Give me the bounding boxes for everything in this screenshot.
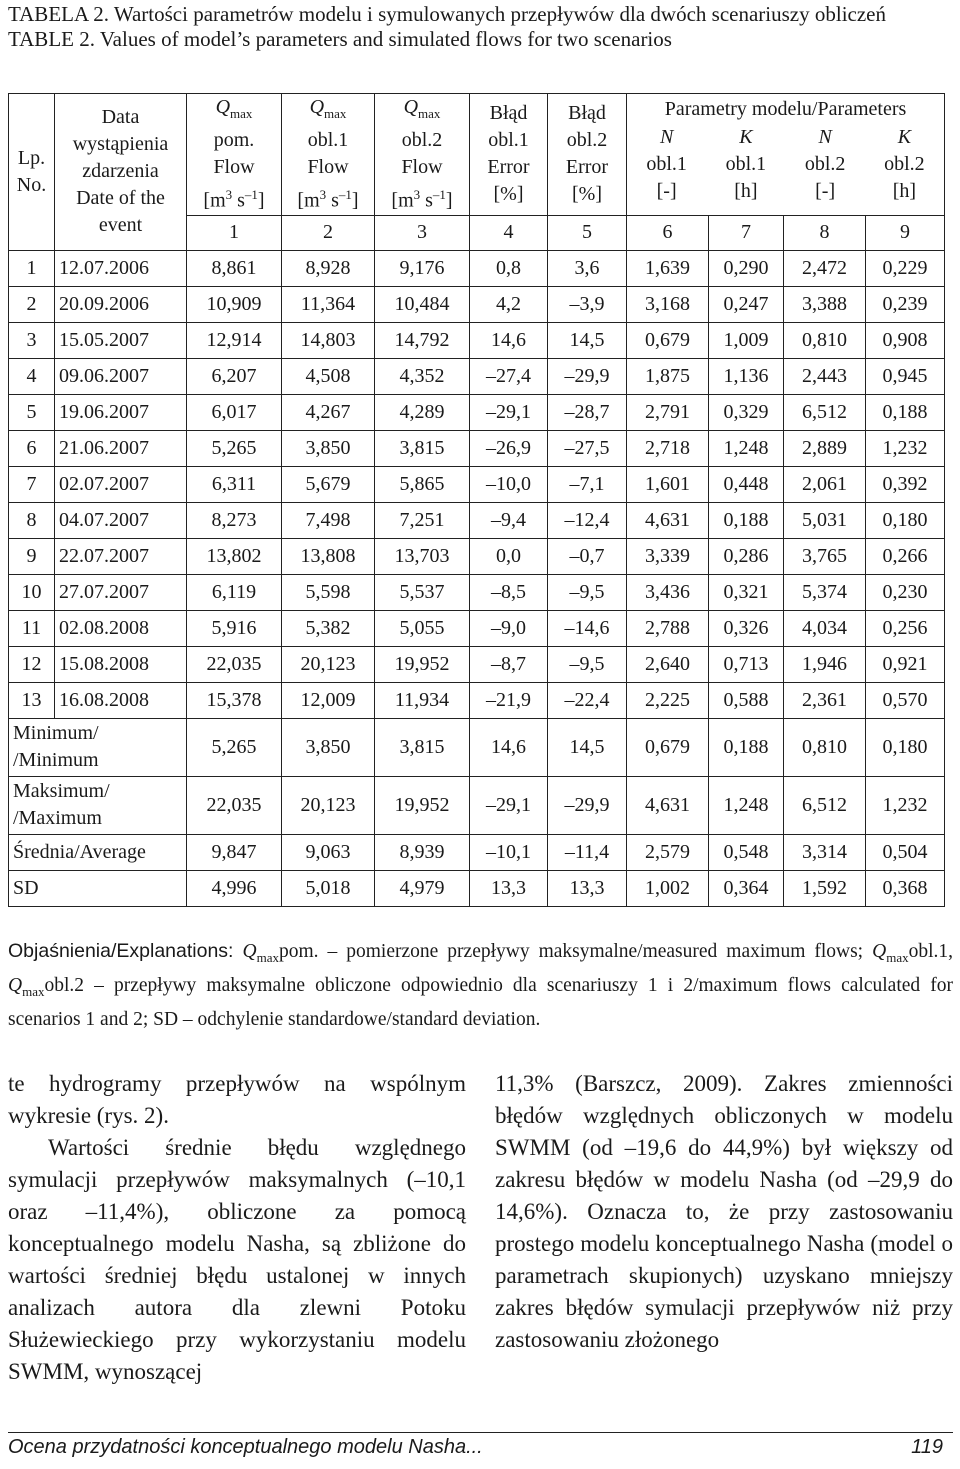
table-cell: 10,909 [187,286,282,322]
header-qmax-obl2: $Q_{max}$ obl.2 Flow [$m^3$ $s^{-1}$] [375,94,470,216]
table-cell: 13,3 [470,870,548,906]
col-number: 1 [187,215,282,250]
table-cell: –26,9 [470,430,548,466]
parameters-title: Parametry modelu/Parameters [664,98,907,120]
table-cell: 0,364 [709,870,784,906]
event-date: 21.06.2007 [55,430,187,466]
table-cell: 14,6 [470,718,548,776]
header-parameters [627,94,945,216]
table-row [9,466,945,502]
stats-row [9,718,945,776]
table-cell: 0,368 [866,870,945,906]
table-cell: 0,679 [627,322,709,358]
table-cell: 12,009 [282,682,375,718]
table-cell: 7,251 [375,502,470,538]
table-cell: 0,326 [709,610,784,646]
table-cell: –8,7 [470,646,548,682]
table-cell: 4,034 [784,610,866,646]
table-cell: 3,815 [375,718,470,776]
table-cell: 3,388 [784,286,866,322]
body-column-right [495,1068,953,1356]
table-cell: 0,188 [866,394,945,430]
table-cell: 4,996 [187,870,282,906]
row-number: 12 [9,646,55,682]
table-cell: 3,436 [627,574,709,610]
table-explanations: Objaśnienia/Explanations: $Q_{max}pom$. – pomierzone przepływy maksymalne/measured maximum flows; $Q_{max}obl.1$, $Q_{max}obl.2$ – przepływy maksymalne obliczone odpowiednio dla scenariuszy 1 i 2/maximum flows calculated for scenarios 1 and 2; SD – odchylenie standardowe/standard deviation. [8,940,954,1030]
table-cell: 5,018 [282,870,375,906]
table-cell: –29,9 [548,358,627,394]
table-cell: –9,0 [470,610,548,646]
row-number: 8 [9,502,55,538]
table-cell: 3,850 [282,718,375,776]
table-cell: –9,4 [470,502,548,538]
event-date: 27.07.2007 [55,574,187,610]
table-cell: 1,592 [784,870,866,906]
table-cell: 5,916 [187,610,282,646]
table-cell: 4,631 [627,776,709,834]
table-row [9,430,945,466]
table-cell: 2,889 [784,430,866,466]
table-cell: –14,6 [548,610,627,646]
table-cell: 3,339 [627,538,709,574]
table-cell: 13,3 [548,870,627,906]
table-cell: 1,946 [784,646,866,682]
table-cell: 14,803 [282,322,375,358]
table-cell: 7,498 [282,502,375,538]
table-cell: 4,979 [375,870,470,906]
event-date: 04.07.2007 [55,502,187,538]
stats-row [9,834,945,870]
table-cell: 2,579 [627,834,709,870]
table-cell: 14,792 [375,322,470,358]
table-cell: 0,810 [784,718,866,776]
stats-row [9,776,945,834]
table-cell: 0,448 [709,466,784,502]
param-n-obl1: N obl.1 [-] [646,126,687,202]
table-cell: 5,031 [784,502,866,538]
table-cell: 8,928 [282,250,375,286]
table-cell: 3,168 [627,286,709,322]
table-cell: 0,290 [709,250,784,286]
table-cell: 8,939 [375,834,470,870]
row-number: 10 [9,574,55,610]
table-cell: 22,035 [187,776,282,834]
stats-label: SD [9,870,187,906]
page-footer [8,1432,953,1459]
table-cell: 6,512 [784,776,866,834]
table-cell: 11,364 [282,286,375,322]
row-number: 13 [9,682,55,718]
table-cell: 0,713 [709,646,784,682]
row-number: 11 [9,610,55,646]
col-number: 4 [470,215,548,250]
table-row [9,682,945,718]
table-cell: 19,952 [375,646,470,682]
header-row [9,94,945,216]
col-number: 5 [548,215,627,250]
table-row [9,610,945,646]
table-cell: 1,248 [709,776,784,834]
table-cell: 0,266 [866,538,945,574]
table-cell: –9,5 [548,646,627,682]
col-number: 2 [282,215,375,250]
table-cell: –8,5 [470,574,548,610]
table-cell: 1,136 [709,358,784,394]
table-cell: 5,679 [282,466,375,502]
table-cell: 0,392 [866,466,945,502]
table-row [9,322,945,358]
body-column-left [8,1068,466,1388]
table-cell: –29,1 [470,394,548,430]
table-cell: 13,703 [375,538,470,574]
table-cell: 0,239 [866,286,945,322]
explanations-lead: Objaśnienia/Explanations: [8,940,234,962]
table-cell: 2,472 [784,250,866,286]
param-k-obl1: K obl.1 [h] [725,126,767,202]
table-cell: –29,9 [548,776,627,834]
table-cell: 5,865 [375,466,470,502]
table-row [9,646,945,682]
table-cell: –28,7 [548,394,627,430]
table-cell: 0,188 [709,502,784,538]
table-cell: 0,0 [470,538,548,574]
table-cell: 3,815 [375,430,470,466]
table-cell: 0,588 [709,682,784,718]
page-number: 119 [911,1436,943,1458]
row-number: 6 [9,430,55,466]
table-cell: 5,265 [187,430,282,466]
table-cell: 2,788 [627,610,709,646]
table-cell: 22,035 [187,646,282,682]
table-cell: 0,504 [866,834,945,870]
stats-row [9,870,945,906]
table-cell: 0,256 [866,610,945,646]
table-cell: –9,5 [548,574,627,610]
col-number: 6 [627,215,709,250]
table-cell: 2,791 [627,394,709,430]
stats-label: Średnia/Average [9,834,187,870]
table-cell: –27,5 [548,430,627,466]
row-number: 9 [9,538,55,574]
table-cell: 20,123 [282,776,375,834]
stats-label: Maksimum/ /Maximum [9,776,187,834]
table-cell: 5,537 [375,574,470,610]
table-cell: 0,180 [866,502,945,538]
table-row [9,538,945,574]
table-cell: 14,5 [548,322,627,358]
table-cell: 2,061 [784,466,866,502]
table-cell: 2,718 [627,430,709,466]
table-cell: 0,810 [784,322,866,358]
table-row [9,574,945,610]
row-number: 4 [9,358,55,394]
table-cell: –29,1 [470,776,548,834]
event-date: 15.08.2008 [55,646,187,682]
table-cell: –7,1 [548,466,627,502]
table-cell: 1,875 [627,358,709,394]
table-cell: –21,9 [470,682,548,718]
table-cell: 4,631 [627,502,709,538]
event-date: 20.09.2006 [55,286,187,322]
table-cell: 6,512 [784,394,866,430]
table-cell: 6,119 [187,574,282,610]
table-cell: 3,6 [548,250,627,286]
row-number: 1 [9,250,55,286]
table-cell: 13,808 [282,538,375,574]
paragraph: Wartości średnie błędu względnego symulacji przepływów maksymalnych (–10,1 oraz –11,4%), obliczone za pomocą konceptualnego modelu Nasha, są zbliżone do wartości średniej błędu ustalonej w innych analizach autora dla zlewni Potoku Służewieckiego przy wykorzystaniu modelu SWMM, wynoszącej [8,1135,466,1384]
parameters-table [8,93,945,907]
header-error-obl2: Błąd obl.2 Error [%] [548,94,627,216]
table-cell: 0,908 [866,322,945,358]
table-cell: 5,382 [282,610,375,646]
col-number: 7 [709,215,784,250]
stats-label: Minimum/ /Minimum [9,718,187,776]
table-cell: 8,861 [187,250,282,286]
event-date: 02.07.2007 [55,466,187,502]
table-row [9,358,945,394]
table-cell: 14,5 [548,718,627,776]
event-date: 22.07.2007 [55,538,187,574]
table-cell: 0,229 [866,250,945,286]
row-number: 7 [9,466,55,502]
table-cell: –12,4 [548,502,627,538]
table-cell: 4,267 [282,394,375,430]
paragraph: 11,3% (Barszcz, 2009). Zakres zmienności błędów względnych obliczonych w modelu SWMM (od –19,6 do 44,9%) był większy od zakresu błędów w modelu Nasha (od –29,9 do 14,6%). Oznacza to, że przy zastosowaniu prostego modelu konceptualnego Nasha (model o parametrach skupionych) uzyskano mniejszy zakres błędów symulacji przepływów niż przy zastosowaniu złożonego [495,1071,953,1352]
table-cell: 0,548 [709,834,784,870]
table-cell: 3,850 [282,430,375,466]
table-cell: 0,321 [709,574,784,610]
table-cell: 4,289 [375,394,470,430]
table-cell: 0,247 [709,286,784,322]
table-cell: 4,508 [282,358,375,394]
table-cell: 0,329 [709,394,784,430]
table-cell: 2,361 [784,682,866,718]
event-date: 16.08.2008 [55,682,187,718]
table-cell: –11,4 [548,834,627,870]
table-cell: 2,225 [627,682,709,718]
table-cell: 4,2 [470,286,548,322]
table-cell: –22,4 [548,682,627,718]
table-cell: 0,945 [866,358,945,394]
table-cell: 0,921 [866,646,945,682]
table-cell: 19,952 [375,776,470,834]
event-date: 19.06.2007 [55,394,187,430]
table-cell: 0,188 [709,718,784,776]
table-cell: 15,378 [187,682,282,718]
table-cell: 1,232 [866,430,945,466]
caption-english: TABLE 2. Values of model’s parameters and simulated flows for two scenarios [8,27,672,51]
table-cell: 6,207 [187,358,282,394]
table-cell: 0,286 [709,538,784,574]
table-cell: –3,9 [548,286,627,322]
table-row [9,286,945,322]
table-cell: 0,570 [866,682,945,718]
table-cell: –10,1 [470,834,548,870]
table-cell: 5,055 [375,610,470,646]
table-cell: 3,314 [784,834,866,870]
table-cell: 2,443 [784,358,866,394]
table-caption [8,2,953,52]
event-date: 02.08.2008 [55,610,187,646]
row-number: 5 [9,394,55,430]
table-cell: 1,248 [709,430,784,466]
header-qmax-pom: $Q_{max}$ pom. Flow [$m^3$ $s^{-1}$] [187,94,282,216]
header-lp: Lp. No. [9,94,55,251]
table-cell: 0,180 [866,718,945,776]
param-n-obl2: N obl.2 [-] [804,126,846,202]
event-date: 15.05.2007 [55,322,187,358]
table-cell: 1,009 [709,322,784,358]
table-row [9,502,945,538]
table-cell: 13,802 [187,538,282,574]
table-cell: 9,063 [282,834,375,870]
event-date: 12.07.2006 [55,250,187,286]
table-cell: 1,639 [627,250,709,286]
table-cell: 0,230 [866,574,945,610]
table-cell: 5,374 [784,574,866,610]
table-cell: 4,352 [375,358,470,394]
table-cell: 2,640 [627,646,709,682]
footer-title: Ocena przydatności konceptualnego modelu Nasha... [8,1436,483,1458]
col-number: 3 [375,215,470,250]
table-cell: 6,311 [187,466,282,502]
table-cell: 20,123 [282,646,375,682]
table-cell: 1,002 [627,870,709,906]
table-cell: 3,765 [784,538,866,574]
table-cell: 9,176 [375,250,470,286]
table-cell: 0,679 [627,718,709,776]
table-row [9,394,945,430]
table-cell: –27,4 [470,358,548,394]
event-date: 09.06.2007 [55,358,187,394]
header-error-obl1: Błąd obl.1 Error [%] [470,94,548,216]
table-cell: 10,484 [375,286,470,322]
row-number: 2 [9,286,55,322]
paragraph: te hydrogramy przepływów na wspólnym wykresie (rys. 2). [8,1071,466,1128]
table-cell: 8,273 [187,502,282,538]
table-cell: 5,265 [187,718,282,776]
row-number: 3 [9,322,55,358]
table-cell: 11,934 [375,682,470,718]
table-cell: 9,847 [187,834,282,870]
table-cell: 1,232 [866,776,945,834]
table-row [9,250,945,286]
table-cell: 1,601 [627,466,709,502]
header-date: Data wystąpienia zdarzenia Date of the event [55,94,187,251]
col-number: 9 [866,215,945,250]
table-cell: 0,8 [470,250,548,286]
caption-polish: TABELA 2. Wartości parametrów modelu i symulowanych przepływów dla dwóch scenariuszy obliczeń [8,2,887,26]
table-cell: –10,0 [470,466,548,502]
header-qmax-obl1: $Q_{max}$ obl.1 Flow [$m^3$ $s^{-1}$] [282,94,375,216]
table-cell: 14,6 [470,322,548,358]
table-cell: 6,017 [187,394,282,430]
param-k-obl2: K obl.2 [h] [884,126,925,202]
table-cell: 12,914 [187,322,282,358]
table-cell: –0,7 [548,538,627,574]
col-number: 8 [784,215,866,250]
table-cell: 5,598 [282,574,375,610]
